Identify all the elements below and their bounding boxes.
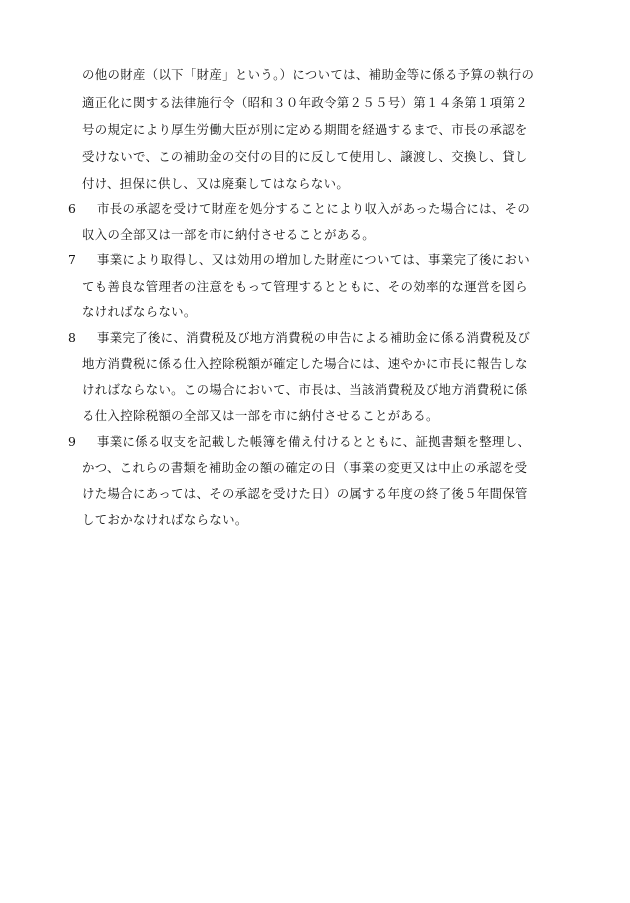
paragraph-line: けた場合にあっては、その承認を受けた日）の属する年度の終了後５年間保管 [82, 486, 528, 501]
paragraph-line: る仕入控除税額の全部又は一部を市に納付させることがある。 [82, 408, 439, 423]
paragraph-line: の他の財産（以下「財産」という。）については、補助金等に係る予算の執行の [82, 67, 535, 82]
paragraph-line: 事業により取得し、又は効用の増加した財産については、事業完了後におい [97, 252, 530, 267]
paragraph-line: 適正化に関する法律施行令（昭和３０年政令第２５５号）第１４条第１項第２ [82, 95, 528, 110]
item-number: 9 [68, 434, 76, 449]
paragraph-line: 受けないで、この補助金の交付の目的に反して使用し、譲渡し、交換し、貸し [82, 149, 528, 164]
paragraph-line: なければならない。 [82, 304, 197, 319]
paragraph-line: ければならない。この場合において、市長は、当該消費税及び地方消費税に係 [82, 382, 528, 397]
item-number: 7 [68, 252, 76, 267]
item-number: 6 [68, 201, 76, 216]
paragraph-line: 事業完了後に、消費税及び地方消費税の申告による補助金に係る消費税及び [97, 330, 531, 345]
paragraph-line: 付け、担保に供し、又は廃棄してはならない。 [82, 176, 350, 191]
item-number: 8 [68, 330, 76, 345]
paragraph-line: 号の規定により厚生労働大臣が別に定める期間を経過するまで、市長の承認を [82, 122, 528, 137]
paragraph-line: 地方消費税に係る仕入控除税額が確定した場合には、速やかに市長に報告しな [82, 356, 528, 371]
paragraph-line: 事業に係る収支を記載した帳簿を備え付けるとともに、証拠書類を整理し、 [97, 434, 531, 449]
paragraph-line: 市長の承認を受けて財産を処分することにより収入があった場合には、その [97, 201, 531, 216]
paragraph-line: しておかなければならない。 [82, 512, 248, 527]
paragraph-line: かつ、これらの書類を補助金の額の確定の日（事業の変更又は中止の承認を受 [82, 460, 528, 475]
paragraph-line: ても善良な管理者の注意をもって管理するとともに、その効率的な運営を図ら [82, 279, 528, 294]
paragraph-line: 収入の全部又は一部を市に納付させることがある。 [82, 227, 376, 242]
